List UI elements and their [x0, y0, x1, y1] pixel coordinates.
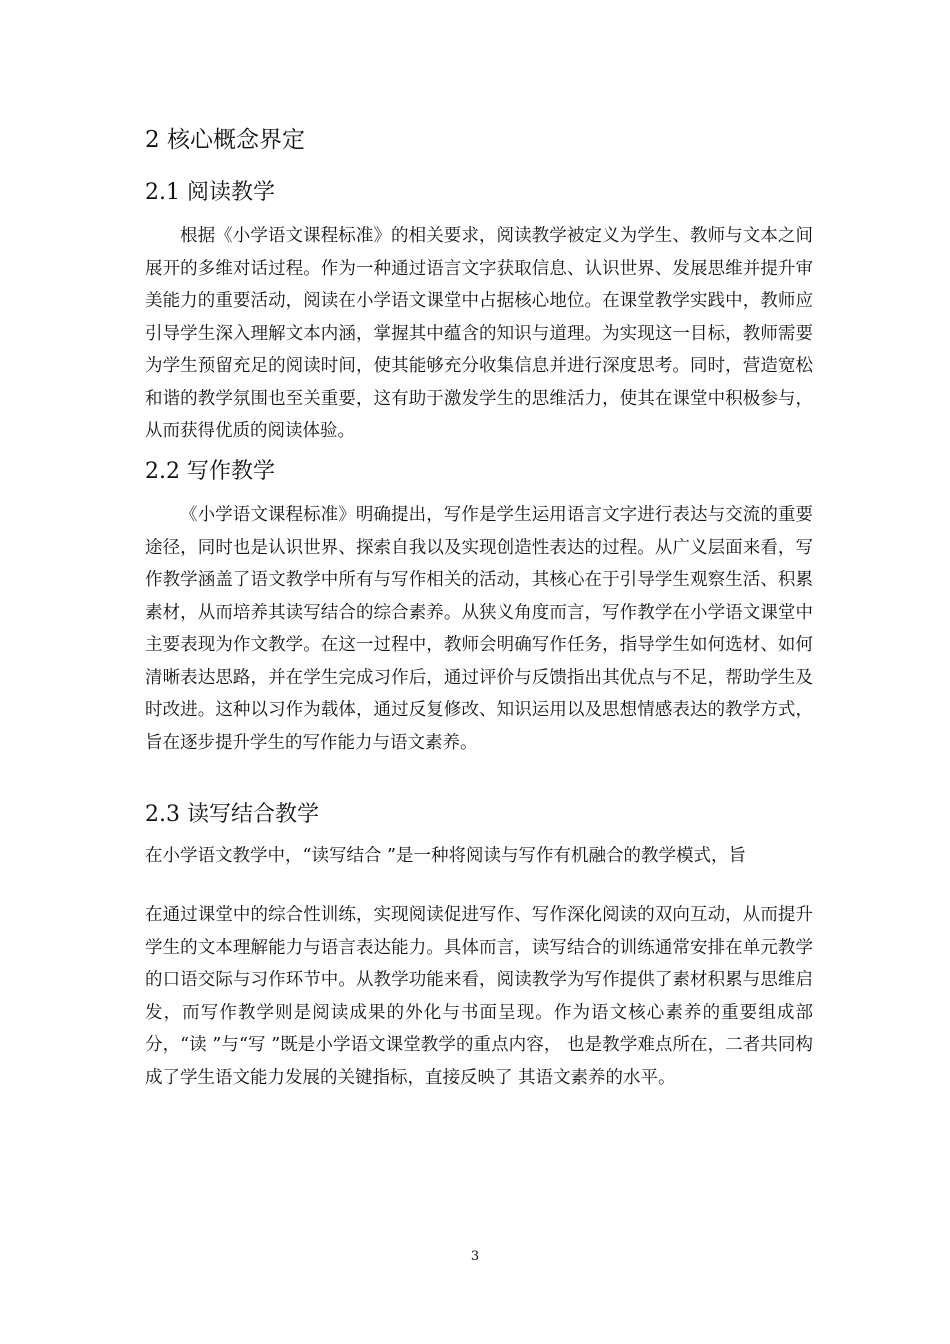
chapter-heading: 2 核心概念界定: [145, 127, 305, 153]
section-2-3-first-line: 在小学语文教学中，“读写结合 ”是一种将阅读与写作有机融合的教学模式，旨: [145, 846, 746, 866]
section-heading-2-1: 2.1 阅读教学: [145, 180, 275, 205]
section-2-1-paragraph: 根据《小学语文课程标准》的相关要求，阅读教学被定义为学生、教师与文本之间展开的多维对话过程。作为一种通过语言文字获取信息、认识世界、发展思维并提升审美能力的重要活动，阅读在小学语文课堂中占据核心地位。在课堂教学实践中，教师应引导学生深入理解文本内涵，掌握其中蕴含的知识与道理。为实现这一目标，教师需要为学生预留充足的阅读时间，使其能够充分收集信息并进行深度思考。同时，营造宽松和谐的教学氛围也至关重要，这有助于激发学生的思维活力，使其在课堂中积极参与，从而获得优质的阅读体验。: [145, 226, 813, 441]
section-heading-2-3: 2.3 读写结合教学: [145, 802, 319, 827]
section-2-3-paragraph: 在通过课堂中的综合性训练，实现阅读促进写作、写作深化阅读的双向互动，从而提升学生的文本理解能力与语言表达能力。具体而言，读写结合的训练通常安排在单元教学的口语交际与习作环节中。从教学功能来看，阅读教学为写作提供了素材积累与思维启发，而写作教学则是阅读成果的外化与书面呈现。作为语文核心素养的重要组成部分，“读 ”与“写 ”既是小学语文课堂教学的重点内容， 也是教学难点所在，二者共同构成了学生语文能力发展的关键指标，直接反映了 其语文素养的水平。: [145, 905, 813, 1088]
section-2-2-paragraph: 《小学语文课程标准》明确提出，写作是学生运用语言文字进行表达与交流的重要途径，同时也是认识世界、探索自我以及实现创造性表达的过程。从广义层面来看，写作教学涵盖了语文教学中所有与写作相关的活动，其核心在于引导学生观察生活、积累素材，从而培养其读写结合的综合素养。从狭义角度而言，写作教学在小学语文课堂中主要表现为作文教学。在这一过程中，教师会明确写作任务，指导学生如何选材、如何清晰表达思路，并在学生完成习作后，通过评价与反馈指出其优点与不足，帮助学生及时改进。这种以习作为载体，通过反复修改、知识运用以及思想情感表达的教学方式，旨在逐步提升学生的写作能力与语文素养。: [145, 505, 813, 753]
page-number: 3: [470, 1249, 480, 1264]
section-heading-2-2: 2.2 写作教学: [145, 459, 275, 484]
